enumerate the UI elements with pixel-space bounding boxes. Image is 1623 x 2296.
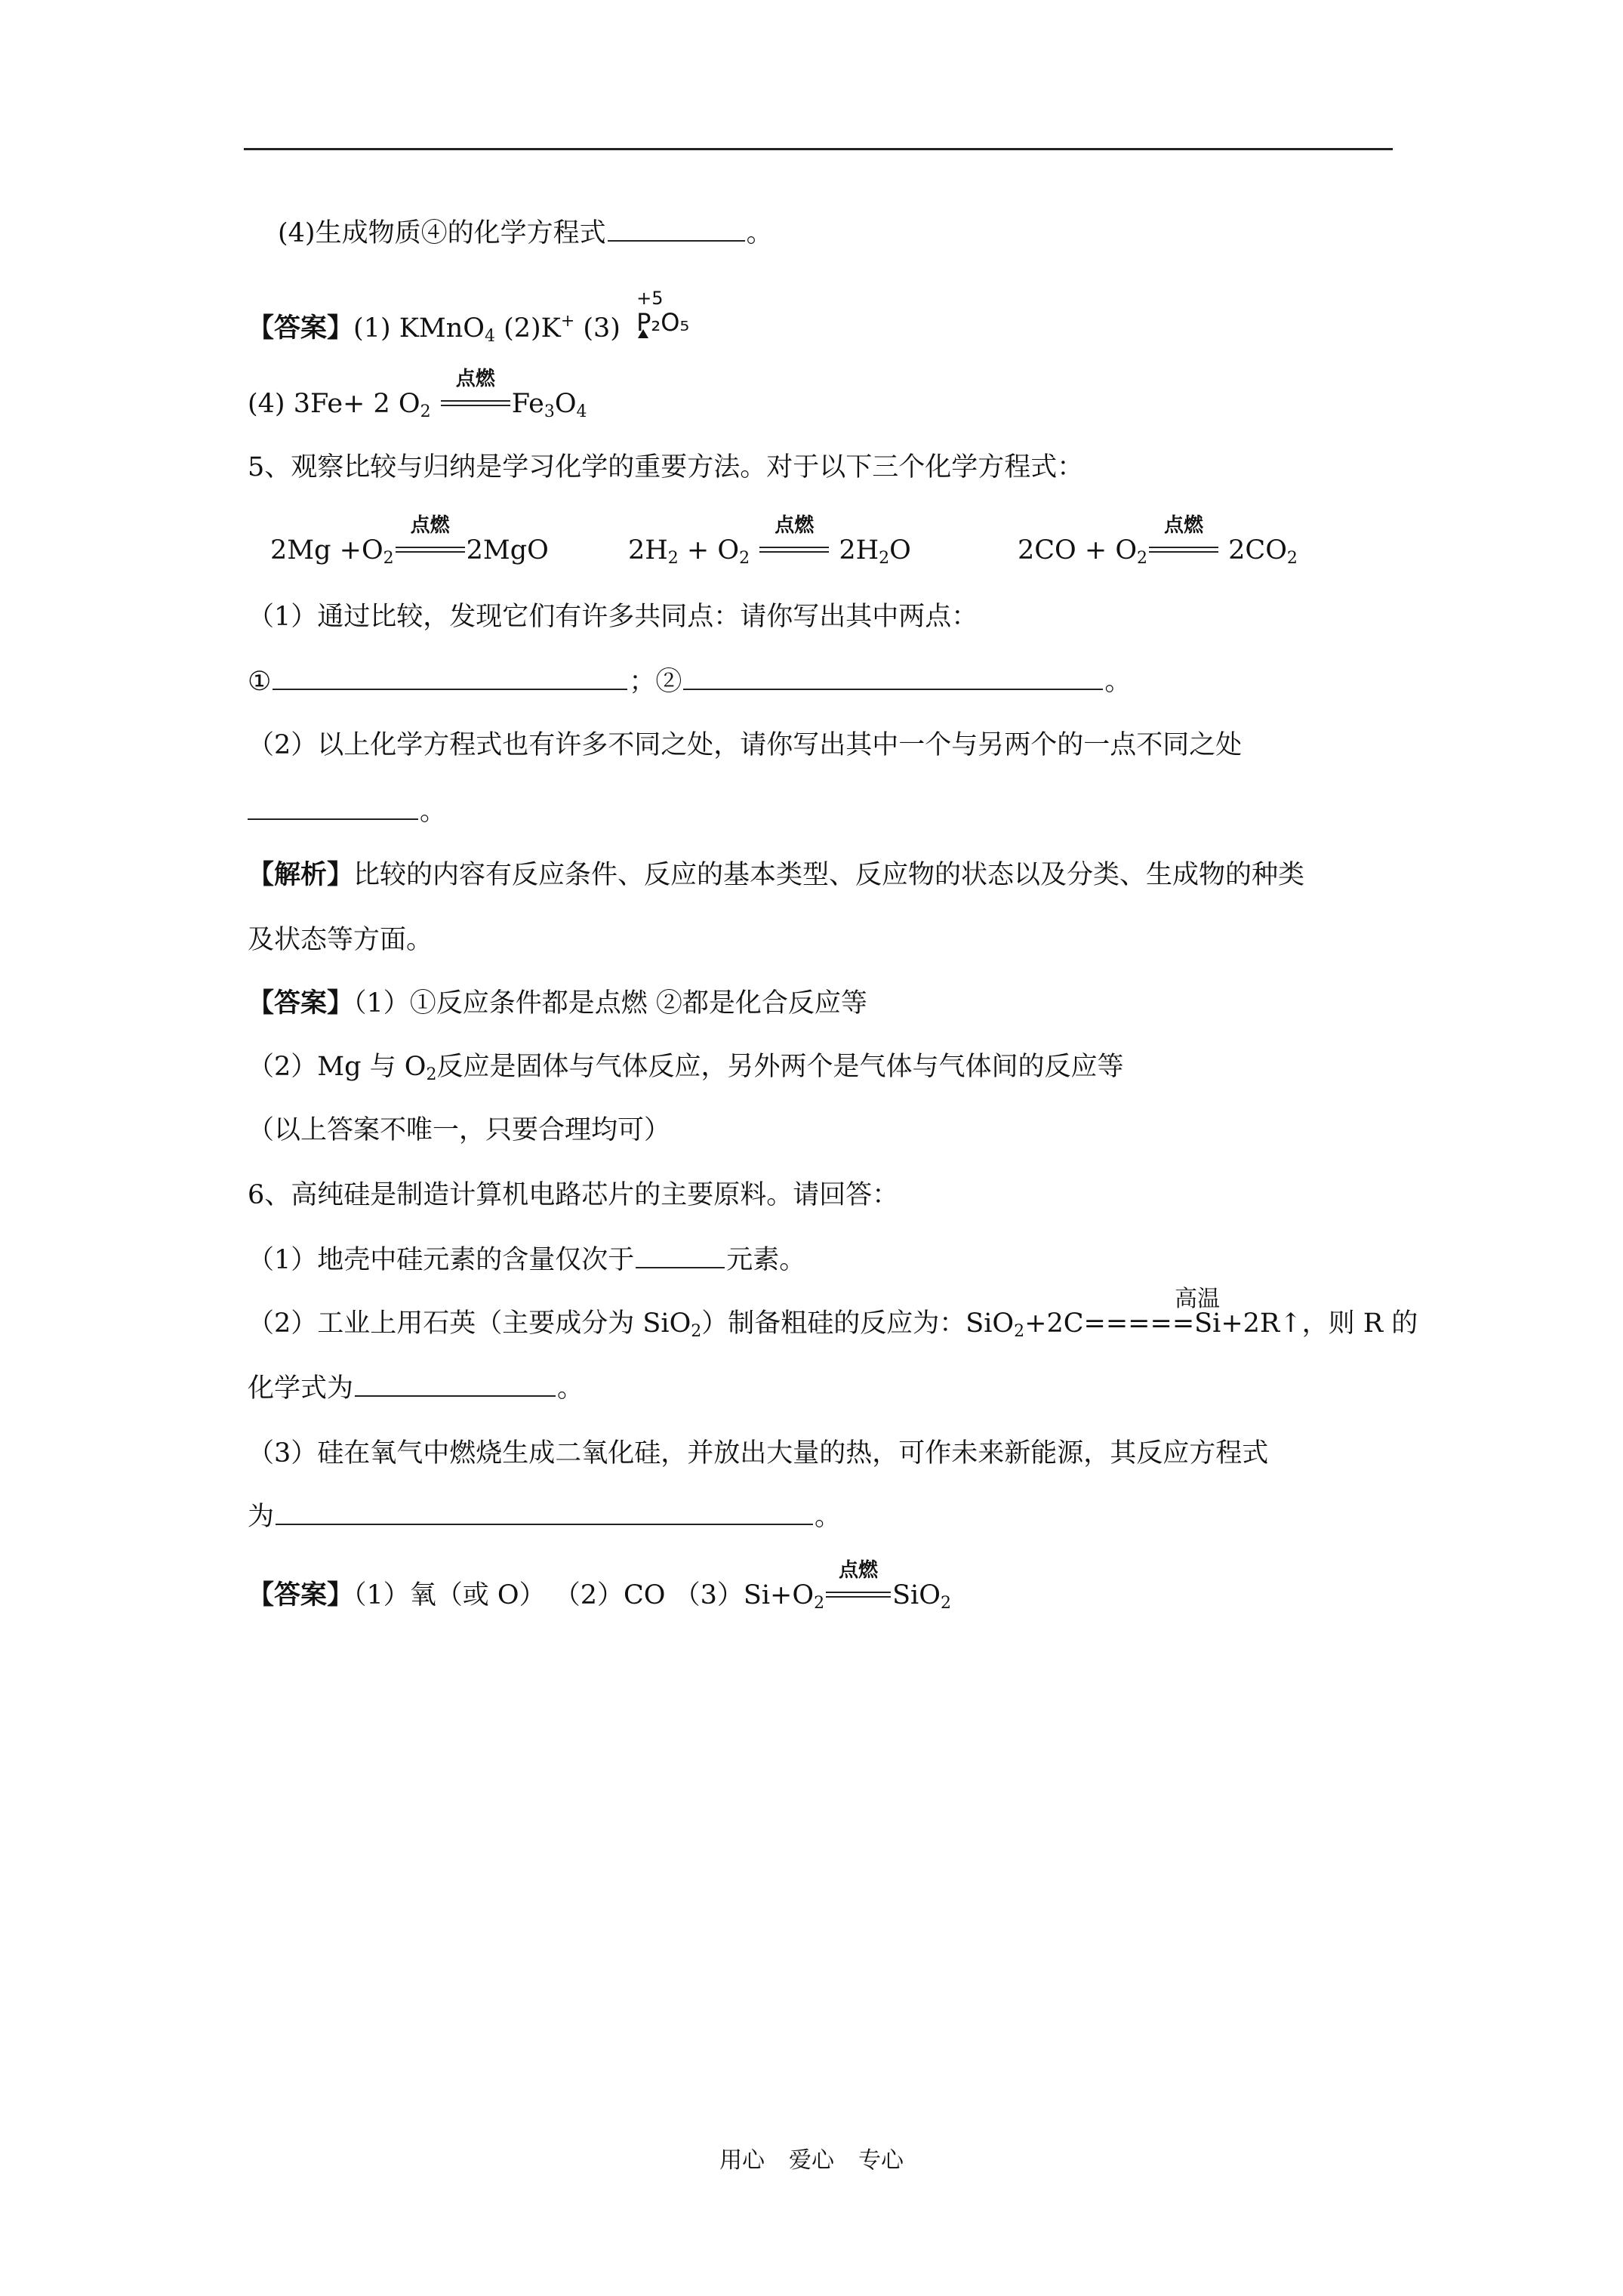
q4-item4: (4)生成物质④的化学方程式 。: [278, 218, 773, 248]
q6-sub1: （1）地壳中硅元素的含量仅次于 元素。: [248, 1245, 806, 1275]
q6-answer: 【答案】（1）氧（或 O） （2）CO $(3)Si+O_2$ 点燃 SiO$_2$: [248, 1559, 951, 1613]
q6-sub2-blank: 化学式为 。: [248, 1373, 584, 1404]
answer-4-equation: (4) 3Fe+ 2 $O_2$ 点燃 $Fe_3O_4$: [248, 368, 587, 421]
q5-equation-3: $2CO + O_2$ 点燃 $2CO_2$: [1018, 514, 1298, 568]
answer-blank: [273, 666, 627, 690]
answer-blank: [276, 1501, 813, 1525]
answer-blank: [683, 666, 1103, 690]
answer-blank: [355, 1373, 556, 1397]
equals-bars: [441, 400, 510, 406]
header-rule: [244, 148, 1393, 150]
q5-sub2-blank: 。: [248, 794, 446, 829]
q6-sub2: （2）工业上用石英（主要成分为 SiO$_2$）制备粗硅的反应为：SiO$_2$+2C=====Si+2R↑，则 R 的: [248, 1308, 1418, 1341]
q5-equation-1: $2Mg +O_2$ 点燃 2MgO: [270, 514, 549, 568]
oxidation-state-formula: +5 P₂O₅: [636, 288, 690, 337]
reaction-condition: 点燃: [441, 394, 510, 412]
q5-analysis: 【解析】比较的内容有反应条件、反应的基本类型、反应物的状态以及分类、生成物的种类: [248, 859, 1305, 890]
q6-sub3-blank: 为 。: [248, 1502, 842, 1532]
q5-sub1: （1）通过比较，发现它们有许多共同点：请你写出其中两点：: [248, 602, 978, 632]
q5-sub1-blanks: ① ；② 。: [248, 667, 1132, 697]
reaction-condition: 点燃: [396, 541, 465, 559]
q5-answer-2: （2）Mg 与 $O_2$反应是固体与气体反应，另外两个是气体与气体间的反应等: [248, 1052, 1124, 1084]
answer-blank: [636, 1244, 725, 1268]
answer-blank: [608, 217, 745, 242]
q5-title: 5、观察比较与归纳是学习化学的重要方法。对于以下三个化学方程式：: [248, 452, 1084, 482]
q6-sub3: （3）硅在氧气中燃烧生成二氧化硅，并放出大量的热，可作未来新能源，其反应方程式: [248, 1438, 1269, 1469]
q5-sub2: （2）以上化学方程式也有许多不同之处，请你写出其中一个与另两个的一点不同之处: [248, 730, 1243, 760]
answer-4: 【答案】(1) KMnO$_4$ (2)K+ (3) +5 P₂O₅: [248, 307, 698, 346]
q5-analysis-cont: 及状态等方面。: [248, 925, 433, 955]
q6-title: 6、高纯硅是制造计算机电路芯片的主要原料。请回答：: [248, 1180, 899, 1210]
answer-blank: [248, 796, 418, 820]
reaction-condition-high-temp: 高温: [1175, 1286, 1220, 1312]
reaction-condition: 点燃: [759, 541, 829, 559]
triangle-marker-icon: [638, 329, 648, 338]
q5-answer-note: （以上答案不唯一，只要合理均可）: [248, 1115, 671, 1145]
q5-answer-1: 【答案】（1）①反应条件都是点燃 ②都是化合反应等: [248, 988, 867, 1019]
q5-equation-2: $2H_2 + O_2$ 点燃 $2H_2O$: [628, 514, 911, 568]
reaction-condition: 点燃: [1149, 541, 1218, 559]
page-footer: 用心 爱心 专心: [719, 2147, 904, 2174]
reaction-condition: 点燃: [826, 1586, 891, 1604]
